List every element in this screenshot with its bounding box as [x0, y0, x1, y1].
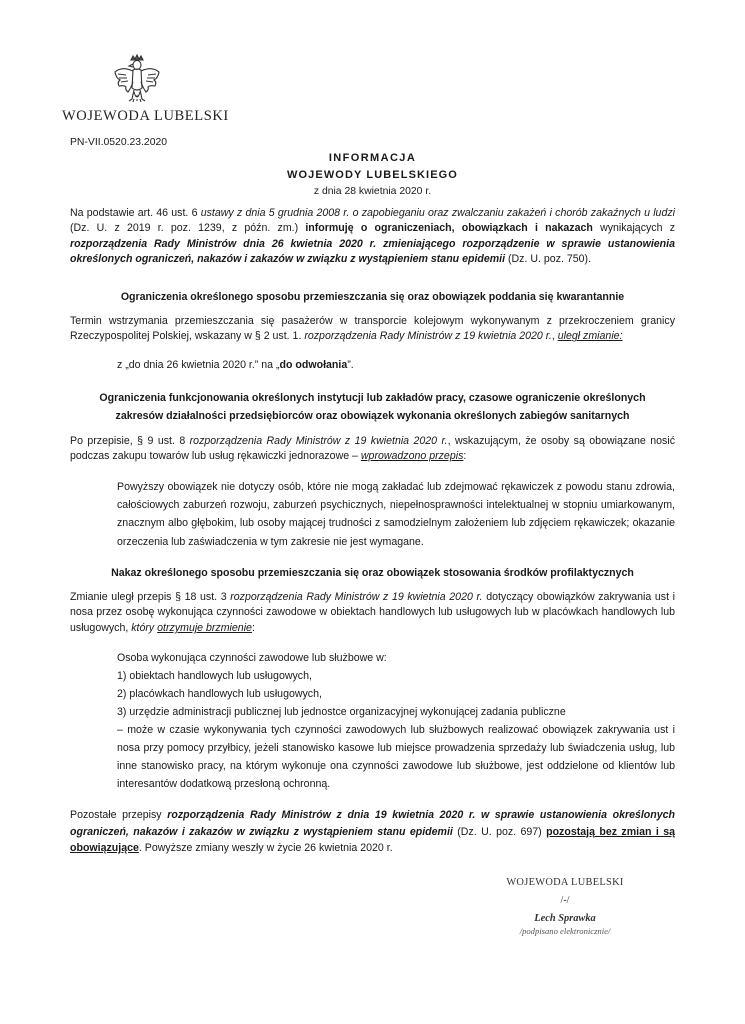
- closing-effective-date: . Powyższe zmiany weszły w życie 26 kwietnia 2020 r.: [138, 842, 393, 855]
- section-3-quote-item: 3) urzędzie administracji publicznej lub jednostce organizacyjnej wykonującej zadania publiczne: [117, 706, 566, 718]
- section-1-change: [117, 358, 675, 373]
- intro-regulation-citation: (Dz. U. poz. 750).: [505, 253, 592, 266]
- closing-emphasis: pozostają bez zmian i są obowiązujące: [70, 825, 675, 855]
- section-2-colon: :: [463, 450, 467, 463]
- closing-regulation: rozporządzenia Rady Ministrów z dnia 19 kwietnia 2020 r. w sprawie ustanowienia określonych ograniczeń, nakazów i zakazów w związku z wystąpieniem stanu epidemii: [70, 809, 676, 838]
- closing-text: Pozostałe przepisy: [70, 809, 168, 821]
- section-2-title-line-2: zakresów działalności przedsiębiorców oraz obowiązek wykonania określonych zabiegów sanitarnych: [115, 410, 630, 422]
- section-3-quote-lead: Osoba wykonująca czynności zawodowe lub służbowe w:: [117, 652, 387, 664]
- section-2-quote: [117, 478, 675, 551]
- section-1-text: Termin wstrzymania przemieszczania się pasażerów w transporcie kolejowym wykonywanym z przekroczeniem granicy Rzeczypospolitej Polskiej, wskazany w § 2 ust. 1.: [70, 315, 675, 343]
- reference-number: PN-VII.0520.23.2020: [70, 137, 168, 148]
- section-2-title-line-1: Ograniczenia funkcjonowania określonych instytucji lub zakładów pracy, czasowe ograniczenie określonych: [99, 392, 646, 404]
- section-3-change-note: otrzymuje brzmienie: [157, 621, 252, 634]
- section-1-change-note: uległ zmianie:: [557, 330, 623, 343]
- section-2-regulation: rozporządzenia Rady Ministrów z 19 kwietnia 2020 r.: [189, 435, 448, 447]
- section-3-text: Zmianie uległ przepis § 18 ust. 3: [70, 591, 231, 603]
- closing-paragraph: [70, 807, 675, 857]
- section-1-change-end: ”.: [347, 359, 354, 371]
- closing-citation: (Dz. U. poz. 697): [452, 825, 547, 838]
- intro-act-title: ustawy z dnia 5 grudnia 2008 r. o zapobieganiu oraz zwalczaniu zakażeń i chorób zakaźnych u ludzi: [200, 207, 675, 219]
- section-1-regulation: rozporządzenia Rady Ministrów z 19 kwietnia 2020 r.: [304, 330, 552, 343]
- section-1-paragraph: [70, 314, 675, 345]
- section-3-quote-item: 1) obiektach handlowych lub usługowych,: [117, 670, 312, 682]
- document-date: z dnia 28 kwietnia 2020 r.: [313, 186, 432, 197]
- signature-office: WOJEWODA LUBELSKI: [506, 877, 624, 888]
- section-3-which: który: [131, 621, 158, 634]
- section-3-quote-tail: – może w czasie wykonywania tych czynności zawodowych lub służbowych realizować obowiązek zakrywania ust i nosa przy pomocy przyłbicy, jeżeli stanowisko kasowe lub miejsce prowadzenia sprzedaży lub świadczenia usług, lub inne stanowisko pracy, na którym wykonuje ona czynności zawodowe lub służbowe, jest oddzielone od klientów lub interesantów dodatkową przesłoną ochronną.: [117, 724, 675, 790]
- section-1-separator: ,: [551, 330, 558, 343]
- intro-paragraph: [70, 206, 675, 268]
- document-issuer: WOJEWODY LUBELSKIEGO: [287, 169, 458, 181]
- signatory-name: Lech Sprawka: [534, 913, 596, 924]
- section-3-regulation: rozporządzenia Rady Ministrów z 19 kwietnia 2020 r.: [230, 591, 483, 603]
- section-2-change-note: wprowadzono przepis: [360, 450, 464, 463]
- intro-citation: (Dz. U. z 2019 r. poz. 1239, z późn. zm.): [70, 222, 306, 235]
- section-1-change-to: do odwołania: [279, 359, 348, 371]
- signature-note: /podpisano elektronicznie/: [519, 926, 611, 936]
- intro-text: Na podstawie art. 46 ust. 6: [70, 207, 201, 219]
- section-3-quote-item: 2) placówkach handlowych lub usługowych,: [117, 688, 322, 700]
- section-2-quote-text: Powyższy obowiązek nie dotyczy osób, które nie mogą zakładać lub zdejmować rękawiczek z powodu stanu zdrowia, całościowych zaburzeń rozwoju, zaburzeń psychicznych, niepełnosprawności intelektualnej w stopniu umiarkowanym, znacznym albo głębokim, lub osoby mającej trudności z samodzielnym założeniem lub zdjęciem rękawiczek; okazanie orzeczenia lub zaświadczenia w tym zakresie nie jest wymagane.: [117, 481, 675, 548]
- document-title: INFORMACJA: [328, 152, 417, 164]
- intro-regulation-title: rozporządzenia Rady Ministrów dnia 26 kwietnia 2020 r. zmieniającego rozporządzenie w sprawie ustanowienia określonych ograniczeń, nakazów i zakazów w związku z wystąpieniem stanu epidemii: [70, 237, 675, 266]
- section-3-text-cont: dotyczący obowiązków zakrywania ust i nosa przez osobę wykonująca czynności zawodowe w obiektach handlowych lub usługowych lub w placówkach handlowych lub usługowych,: [70, 591, 675, 634]
- section-2-paragraph: [70, 434, 675, 465]
- intro-emphasis: informuję o ograniczeniach, obowiązkach i nakazach: [305, 222, 593, 235]
- section-3-title: Nakaz określonego sposobu przemieszczania się oraz obowiązek stosowania środków profilaktycznych: [111, 567, 634, 579]
- section-1-title: Ograniczenia określonego sposobu przemieszczania się oraz obowiązek poddania się kwarantannie: [120, 291, 625, 303]
- section-1-change-from: z „do dnia 26 kwietnia 2020 r.” na „: [117, 359, 280, 371]
- intro-connector: wynikających z: [592, 222, 675, 235]
- section-3-quote: [117, 649, 675, 793]
- section-2-text: Po przepisie, § 9 ust. 8: [70, 435, 190, 447]
- section-3-paragraph: [70, 590, 675, 636]
- section-2-text-cont: , wskazującym, że osoby są obowiązane nosić podczas zakupu towarów lub usług rękawiczki jednorazowe –: [70, 435, 675, 463]
- white-eagle-emblem-icon: [112, 52, 162, 110]
- section-3-colon: :: [251, 621, 255, 634]
- signature-mark: /-/: [560, 895, 570, 906]
- authority-name: WOJEWODA LUBELSKI: [62, 108, 229, 124]
